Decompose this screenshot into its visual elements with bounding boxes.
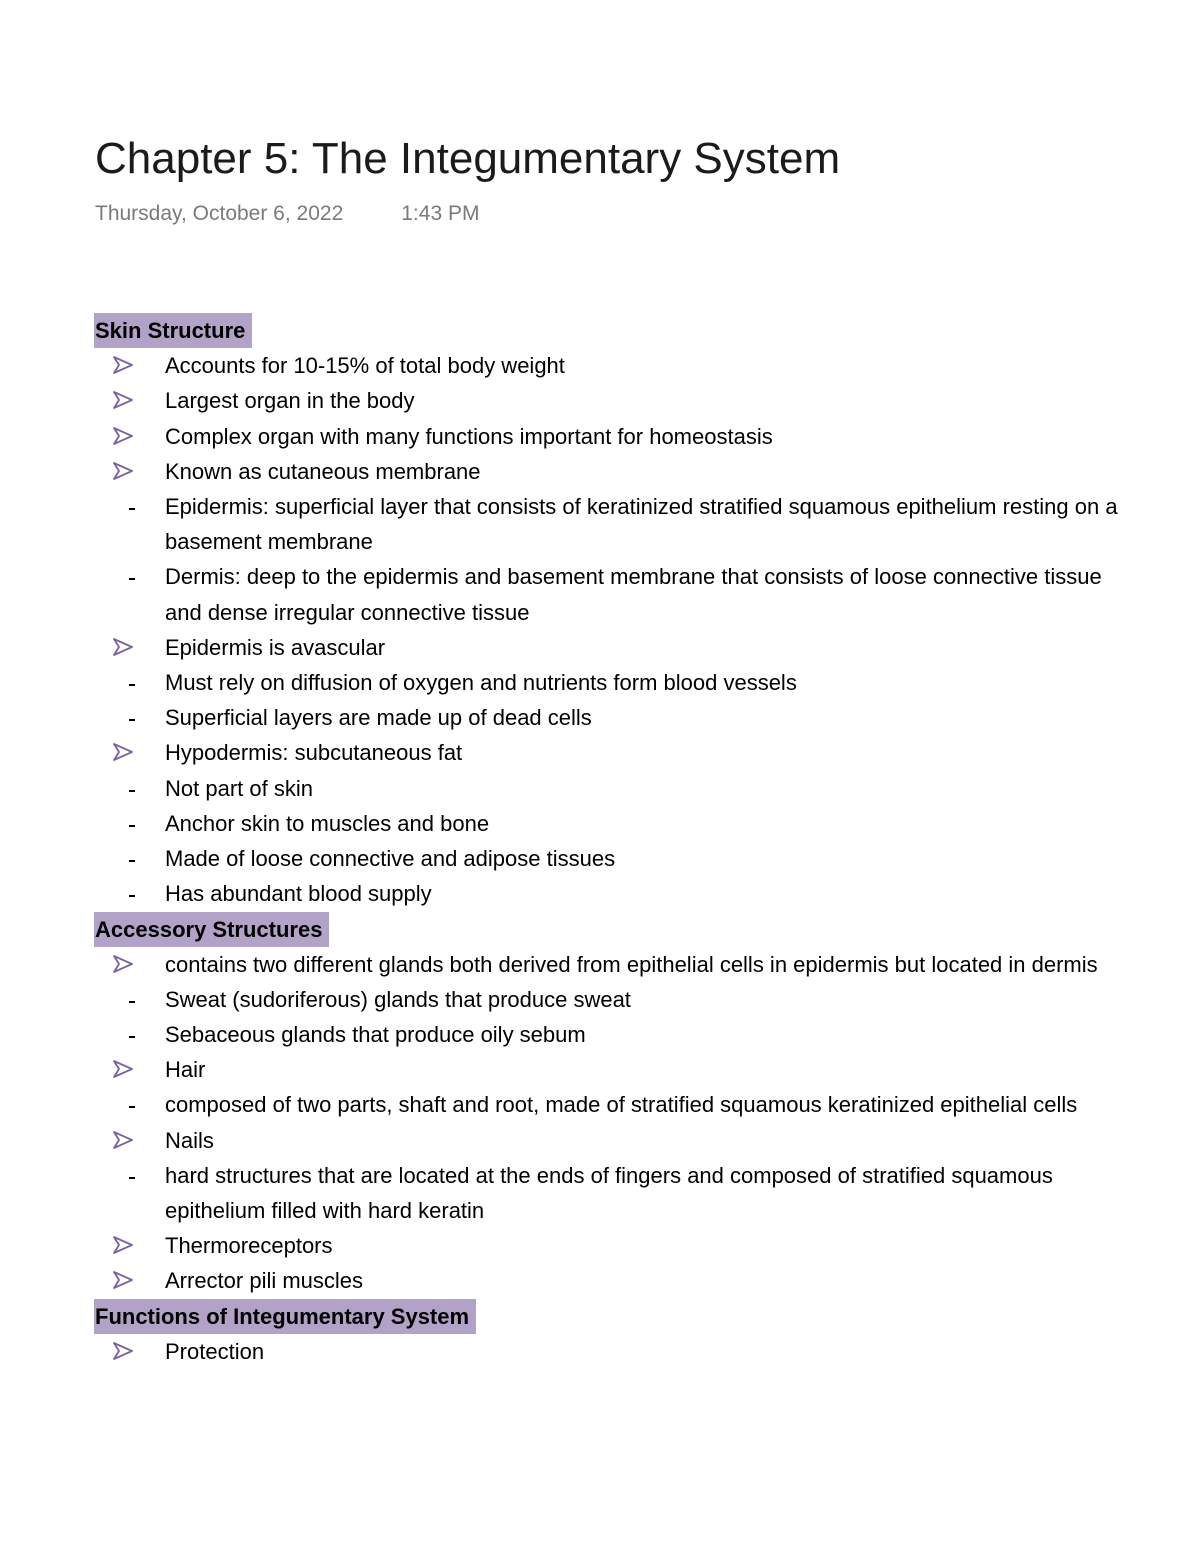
section-heading: Skin Structure	[94, 313, 252, 348]
arrow-icon	[95, 1263, 155, 1298]
list-item	[95, 947, 1125, 982]
list-item-text: Not part of skin	[165, 775, 313, 801]
list-item	[95, 348, 1125, 383]
list-item	[95, 1087, 1125, 1122]
bullet-list	[95, 1334, 1125, 1369]
section	[95, 1299, 1125, 1369]
list-item	[95, 419, 1125, 454]
arrow-icon	[95, 348, 155, 383]
list-item	[95, 489, 1125, 559]
arrow-icon	[95, 947, 155, 982]
arrow-icon	[95, 630, 155, 665]
list-item	[95, 1052, 1125, 1087]
arrow-icon	[95, 1123, 155, 1158]
list-item	[95, 1228, 1125, 1263]
list-item	[95, 454, 1125, 489]
list-item-text: Nails	[165, 1127, 214, 1153]
list-item-text: Hypodermis: subcutaneous fat	[165, 740, 463, 766]
list-item	[95, 1158, 1125, 1228]
list-item-text: Protection	[165, 1338, 265, 1364]
list-item-text: hard structures that are located at the ends of fingers and composed of stratified squamous epithelium filled with hard keratin	[165, 1162, 1053, 1224]
section-heading: Accessory Structures	[94, 912, 329, 947]
list-item-text: Anchor skin to muscles and bone	[165, 810, 490, 836]
dash-icon	[95, 559, 155, 594]
list-item	[95, 876, 1125, 911]
list-item-text: composed of two parts, shaft and root, made of stratified squamous keratinized epithelial cells	[165, 1092, 1078, 1118]
list-item	[95, 735, 1125, 770]
arrow-icon	[95, 1052, 155, 1087]
list-item-text: Thermoreceptors	[165, 1233, 333, 1259]
dash-icon	[95, 806, 155, 841]
list-item	[95, 559, 1125, 629]
list-item	[95, 630, 1125, 665]
note-timestamp	[95, 200, 479, 228]
list-item-text: Made of loose connective and adipose tissues	[165, 846, 616, 872]
arrow-icon	[95, 735, 155, 770]
dash-icon	[95, 1087, 155, 1122]
dash-icon	[95, 665, 155, 700]
list-item	[95, 1263, 1125, 1298]
list-item-text: Superficial layers are made up of dead cells	[165, 705, 592, 731]
bullet-list	[95, 348, 1125, 911]
list-item	[95, 771, 1125, 806]
list-item-text: Accounts for 10-15% of total body weight	[165, 353, 565, 379]
list-item	[95, 806, 1125, 841]
list-item	[95, 1334, 1125, 1369]
page-title: Chapter 5: The Integumentary System	[95, 134, 841, 183]
list-item	[95, 665, 1125, 700]
list-item-text: Dermis: deep to the epidermis and basement membrane that consists of loose connective tissue and dense irregular connective tissue	[165, 564, 1102, 625]
section-heading: Functions of Integumentary System	[94, 1299, 476, 1334]
arrow-icon	[95, 1334, 155, 1369]
section-heading-row	[95, 1299, 1125, 1334]
list-item-text: Sebaceous glands that produce oily sebum	[165, 1022, 586, 1048]
list-item	[95, 1123, 1125, 1158]
dash-icon	[95, 1158, 155, 1193]
arrow-icon	[95, 1228, 155, 1263]
list-item-text: Known as cutaneous membrane	[165, 458, 481, 484]
list-item	[95, 383, 1125, 418]
list-item	[95, 982, 1125, 1017]
list-item-text: Sweat (sudoriferous) glands that produce sweat	[165, 986, 631, 1012]
section	[95, 313, 1125, 911]
list-item-text: Epidermis is avascular	[165, 634, 386, 660]
section-heading-row	[95, 911, 1125, 946]
dash-icon	[95, 489, 155, 524]
dash-icon	[95, 771, 155, 806]
list-item-text: Has abundant blood supply	[165, 881, 432, 907]
list-item-text: Complex organ with many functions important for homeostasis	[165, 423, 773, 449]
dash-icon	[95, 841, 155, 876]
section	[95, 911, 1125, 1298]
list-item-text: Epidermis: superficial layer that consists of keratinized stratified squamous epithelium resting on a basement membrane	[165, 494, 1118, 555]
arrow-icon	[95, 383, 155, 418]
note-time: 1:43 PM	[401, 202, 480, 225]
list-item-text: Arrector pili muscles	[165, 1268, 364, 1294]
note-date: Thursday, October 6, 2022	[95, 202, 344, 225]
list-item-text: Must rely on diffusion of oxygen and nutrients form blood vessels	[165, 670, 797, 696]
arrow-icon	[95, 419, 155, 454]
list-item	[95, 841, 1125, 876]
section-heading-row	[95, 313, 1125, 348]
list-item-text: contains two different glands both derived from epithelial cells in epidermis but located in dermis	[165, 951, 1098, 977]
note-body	[95, 313, 1125, 1369]
dash-icon	[95, 876, 155, 911]
dash-icon	[95, 700, 155, 735]
dash-icon	[95, 1017, 155, 1052]
bullet-list	[95, 947, 1125, 1299]
list-item-text: Largest organ in the body	[165, 388, 415, 414]
list-item	[95, 1017, 1125, 1052]
arrow-icon	[95, 454, 155, 489]
list-item	[95, 700, 1125, 735]
dash-icon	[95, 982, 155, 1017]
list-item-text: Hair	[165, 1057, 206, 1083]
